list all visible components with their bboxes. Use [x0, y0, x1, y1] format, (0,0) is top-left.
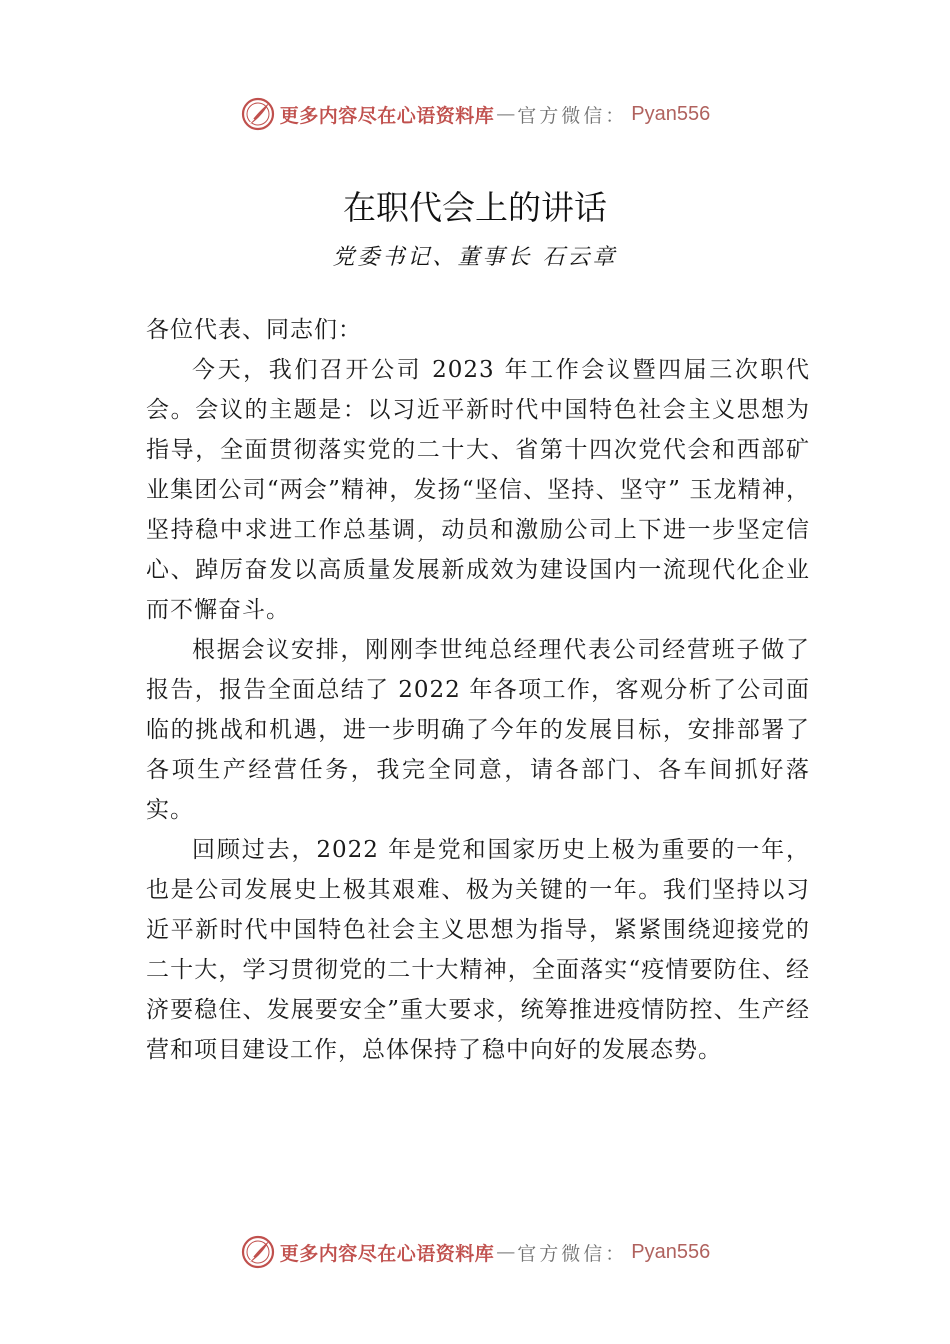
document-title: 在职代会上的讲话	[343, 188, 607, 227]
watermark-main-text: 更多内容尽在心语资料库	[279, 104, 495, 127]
body-paragraph: 根据会议安排，刚刚李世纯总经理代表公司经营班子做了报告，报告全面总结了 2022 年各项工作，客观分析了公司面临的挑战和机遇，进一步明确了今年的发展目标，安排部署了各项生产经营任务，我完全同意，请各部门、各车间抓好落实。	[146, 637, 810, 823]
watermark-wechat-id: Pyan556	[631, 102, 711, 125]
body-paragraph: 今天，我们召开公司 2023 年工作会议暨四届三次职代会。会议的主题是：以习近平新时代中国特色社会主义思想为指导，全面贯彻落实党的二十大、省第十四次党代会和西部矿业集团公司“两会”精神，发扬“坚信、坚持、坚守” 玉龙精神，坚持稳中求进工作总基调，动员和激励公司上下进一步坚定信心、踔厉奋发以高质量发展新成效为建设国内一流现代化企业而不懈奋斗。	[146, 357, 810, 623]
watermark-wechat-id: Pyan556	[631, 1240, 711, 1263]
watermark-main-text: 更多内容尽在心语资料库	[279, 1242, 495, 1265]
watermark-sub-text: 官方微信：	[517, 104, 628, 127]
salutation: 各位代表、同志们：	[146, 317, 362, 343]
footer-watermark	[0, 1232, 950, 1272]
body-paragraph: 回顾过去，2022 年是党和国家历史上极为重要的一年，也是公司发展史上极其艰难、极为关键的一年。我们坚持以习近平新时代中国特色社会主义思想为指导，紧紧围绕迎接党的二十大，学习贯彻党的二十大精神，全面落实“疫情要防住、经济要稳住、发展要安全”重大要求，统筹推进疫情防控、生产经营和项目建设工作，总体保持了稳中向好的发展态势。	[146, 837, 810, 1063]
quill-logo-icon	[240, 1234, 276, 1270]
watermark-sub-text: 官方微信：	[517, 1242, 628, 1265]
document-body	[146, 310, 810, 1070]
document-byline: 党委书记、董事长 石云章	[332, 245, 618, 270]
watermark-dash: —	[496, 103, 516, 125]
header-watermark	[0, 94, 950, 134]
quill-logo-icon	[240, 96, 276, 132]
watermark-dash: —	[496, 1241, 516, 1263]
